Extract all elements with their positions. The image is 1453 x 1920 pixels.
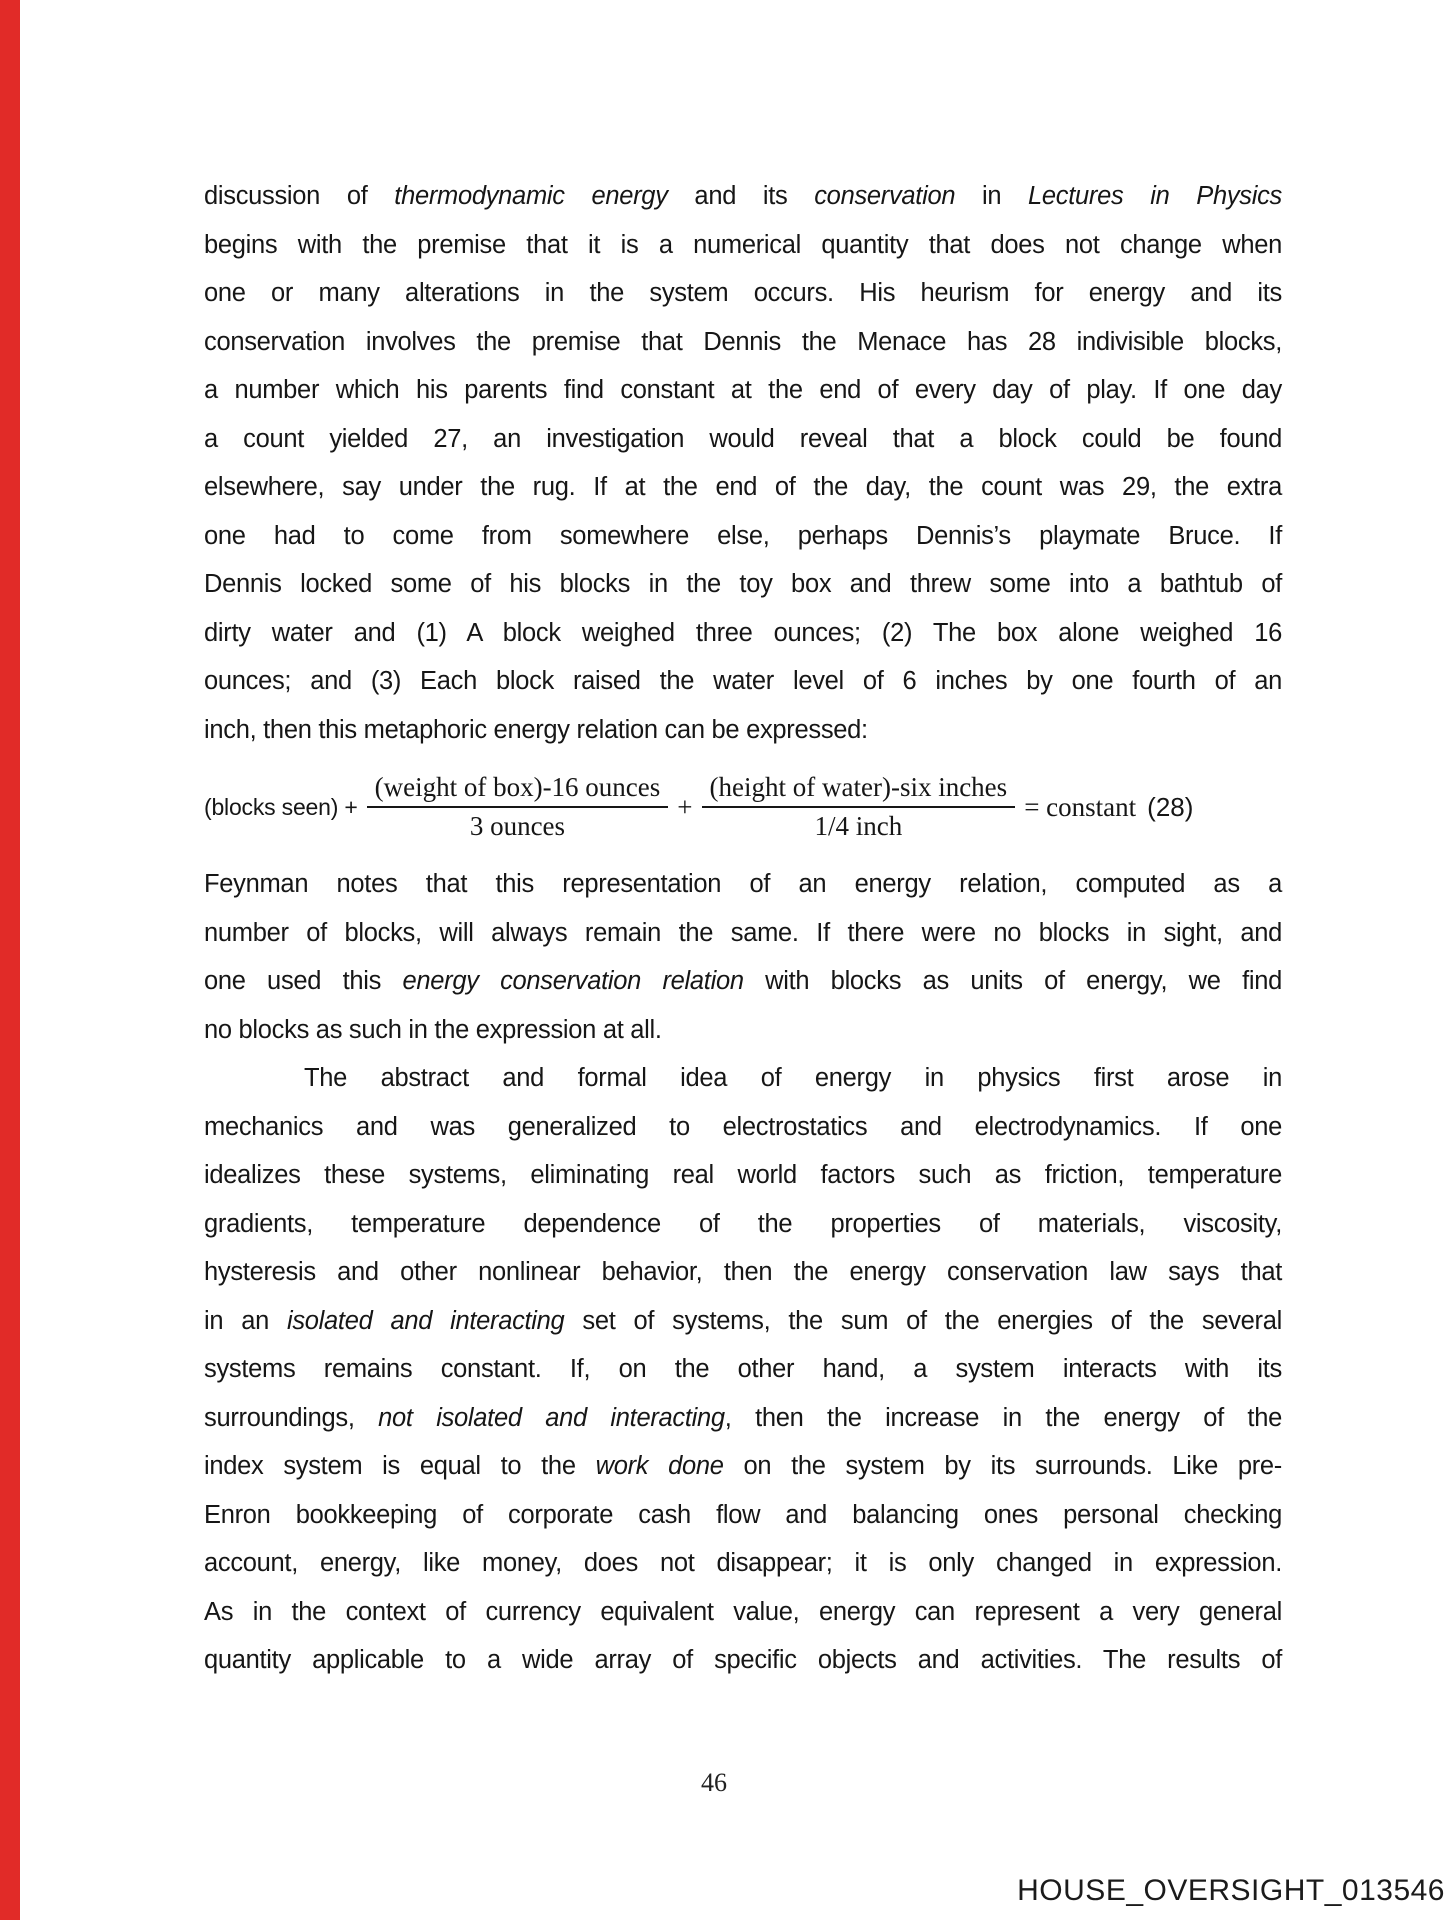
energy-equation [204, 754, 1282, 860]
text-line: surroundings, not isolated and interacting, then the increase in the energy of the [204, 1403, 1282, 1432]
text-line: number of blocks, will always remain the same. If there were no blocks in sight, and [204, 918, 1282, 947]
text-line: hysteresis and other nonlinear behavior, then the energy conservation law says that [204, 1258, 1282, 1286]
text-line: no blocks as such in the expression at all. [204, 1015, 662, 1044]
text-line: Dennis locked some of his blocks in the toy box and threw some into a bathtub of [204, 570, 1282, 598]
text-line: conservation involves the premise that Dennis the Menace has 28 indivisible blocks, [204, 327, 1282, 356]
bates-stamp: HOUSE_OVERSIGHT_013546 [1017, 1874, 1445, 1907]
text-line: mechanics and was generalized to electrostatics and electrodynamics. If one [204, 1112, 1282, 1141]
text-line: Feynman notes that this representation of an energy relation, computed as a [204, 870, 1282, 898]
text-line: The abstract and formal idea of energy in physics first arose in [304, 1064, 1282, 1092]
fraction-2-denominator: 1/4 inch [814, 811, 903, 841]
text-line: index system is equal to the work done on the system by its surrounds. Like pre- [204, 1452, 1283, 1480]
text-line: one had to come from somewhere else, perhaps Dennis’s playmate Bruce. If [204, 521, 1282, 550]
text-line: a number which his parents find constant at the end of every day of play. If one day [204, 376, 1282, 404]
equation-fraction-1 [367, 772, 669, 842]
paragraph-abstract-energy [204, 1054, 1282, 1685]
fraction-1-denominator: 3 ounces [469, 811, 566, 841]
text-line: begins with the premise that it is a numerical quantity that does not change when [204, 230, 1282, 259]
text-line: one or many alterations in the system occurs. His heurism for energy and its [204, 279, 1282, 307]
page-number: 46 [701, 1768, 727, 1797]
text-line: a count yielded 27, an investigation would reveal that a block could be found [204, 424, 1282, 453]
text-line: systems remains constant. If, on the other hand, a system interacts with its [204, 1355, 1282, 1383]
text-line: inch, then this metaphoric energy relation can be expressed: [204, 715, 868, 744]
equation-number: (28) [1147, 791, 1194, 822]
text-line: gradients, temperature dependence of the properties of materials, viscosity, [204, 1209, 1282, 1238]
fraction-2-numerator: (height of water)-six inches [702, 772, 1016, 808]
text-line: elsewhere, say under the rug. If at the end of the day, the count was 29, the extra [204, 473, 1282, 501]
text-line: As in the context of currency equivalent value, energy can represent a very general [204, 1597, 1282, 1626]
text-line: in an isolated and interacting set of systems, the sum of the energies of the several [204, 1306, 1282, 1335]
text-line: dirty water and (1) A block weighed three ounces; (2) The box alone weighed 16 [204, 618, 1282, 647]
text-line: Enron bookkeeping of corporate cash flow and balancing ones personal checking [204, 1500, 1282, 1529]
text-line: account, energy, like money, does not disappear; it is only changed in expression. [204, 1549, 1282, 1577]
text-line: idealizes these systems, eliminating real world factors such as friction, temperature [204, 1161, 1282, 1189]
text-line: one used this energy conservation relation with blocks as units of energy, we find [204, 967, 1282, 995]
paragraph-energy-blocks [204, 172, 1282, 754]
red-edge-bar [0, 0, 20, 1920]
document-text [204, 172, 1282, 1685]
text-line: quantity applicable to a wide array of specific objects and activities. The results of [204, 1646, 1282, 1674]
equation-plus-operator: + [677, 791, 693, 822]
equation-lhs: (blocks seen) + [204, 793, 358, 820]
fraction-1-numerator: (weight of box)-16 ounces [367, 772, 669, 808]
text-line: ounces; and (3) Each block raised the water level of 6 inches by one fourth of an [204, 667, 1282, 695]
text-line: discussion of thermodynamic energy and its conservation in Lectures in Physics [204, 182, 1282, 210]
equation-rhs: = constant [1024, 791, 1137, 822]
equation-fraction-2 [702, 772, 1016, 842]
paragraph-feynman-notes [204, 860, 1282, 1054]
